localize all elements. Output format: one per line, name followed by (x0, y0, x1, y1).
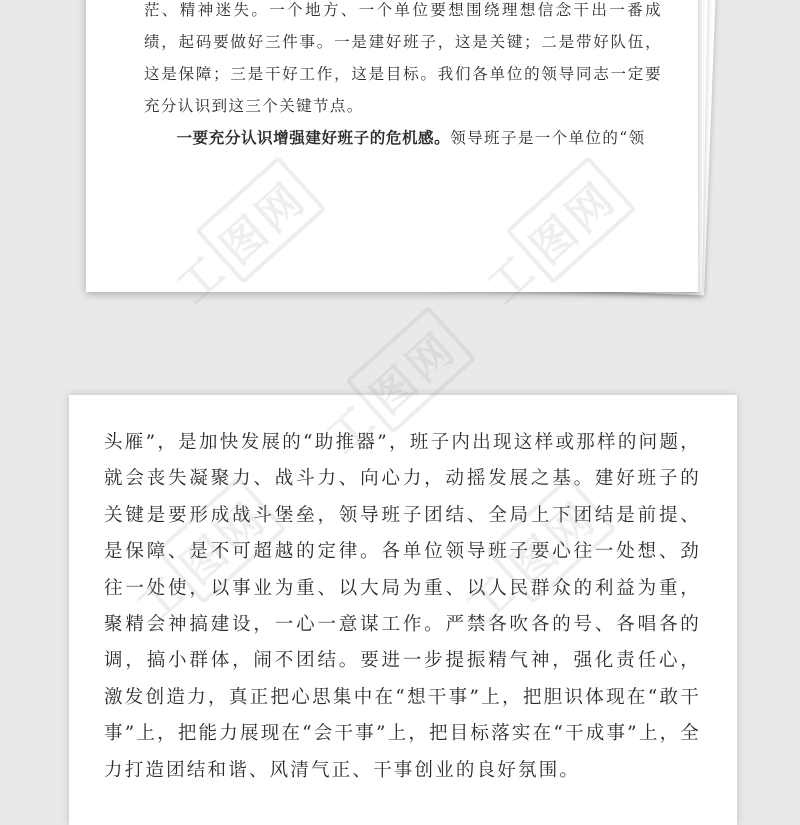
document-page-top (86, 0, 698, 292)
paragraph-bottom: 头雁”，是加快发展的“助推器”，班子内出现这样或那样的问题，就会丧失凝聚力、战斗力、向心力，动摇发展之基。建好班子的关键是要形成战斗堡垒，领导班子团结、全局上下团结是前提、是保障、是不可超越的定律。各单位领导班子要心往一处想、劲往一处使，以事业为重、以大局为重、以人民群众的利益为重，聚精会神搞建设，一心一意谋工作。严禁各吹各的号、各唱各的调，搞小群体，闹不团结。要进一步提振精气神，强化责任心，激发创造力，真正把心思集中在“想干事”上，把胆识体现在“敢干事”上，把能力展现在“会干事”上，把目标落实在“干成事”上，全力打造团结和谐、风清气正、干事创业的良好氛围。 (104, 432, 701, 781)
paragraph-top-2 (144, 122, 662, 154)
document-page-bottom (69, 395, 737, 825)
paragraph-top-1: 茫、精神迷失。一个地方、一个单位要想围绕理想信念干出一番成绩，起码要做好三件事。一是建好班子，这是关键；二是带好队伍，这是保障；三是干好工作，这是目标。我们各单位的领导同志一定要充分认识到这三个关键节点。 (144, 1, 662, 115)
page-bottom-text (104, 425, 701, 789)
watermark-logo: 图网 (307, 304, 479, 469)
page-top-text (144, 0, 662, 154)
section-heading: 一要充分认识增强建好班子的危机感。 (176, 129, 451, 147)
section-heading-continuation: 领导班子是一个单位的“领 (450, 129, 646, 147)
